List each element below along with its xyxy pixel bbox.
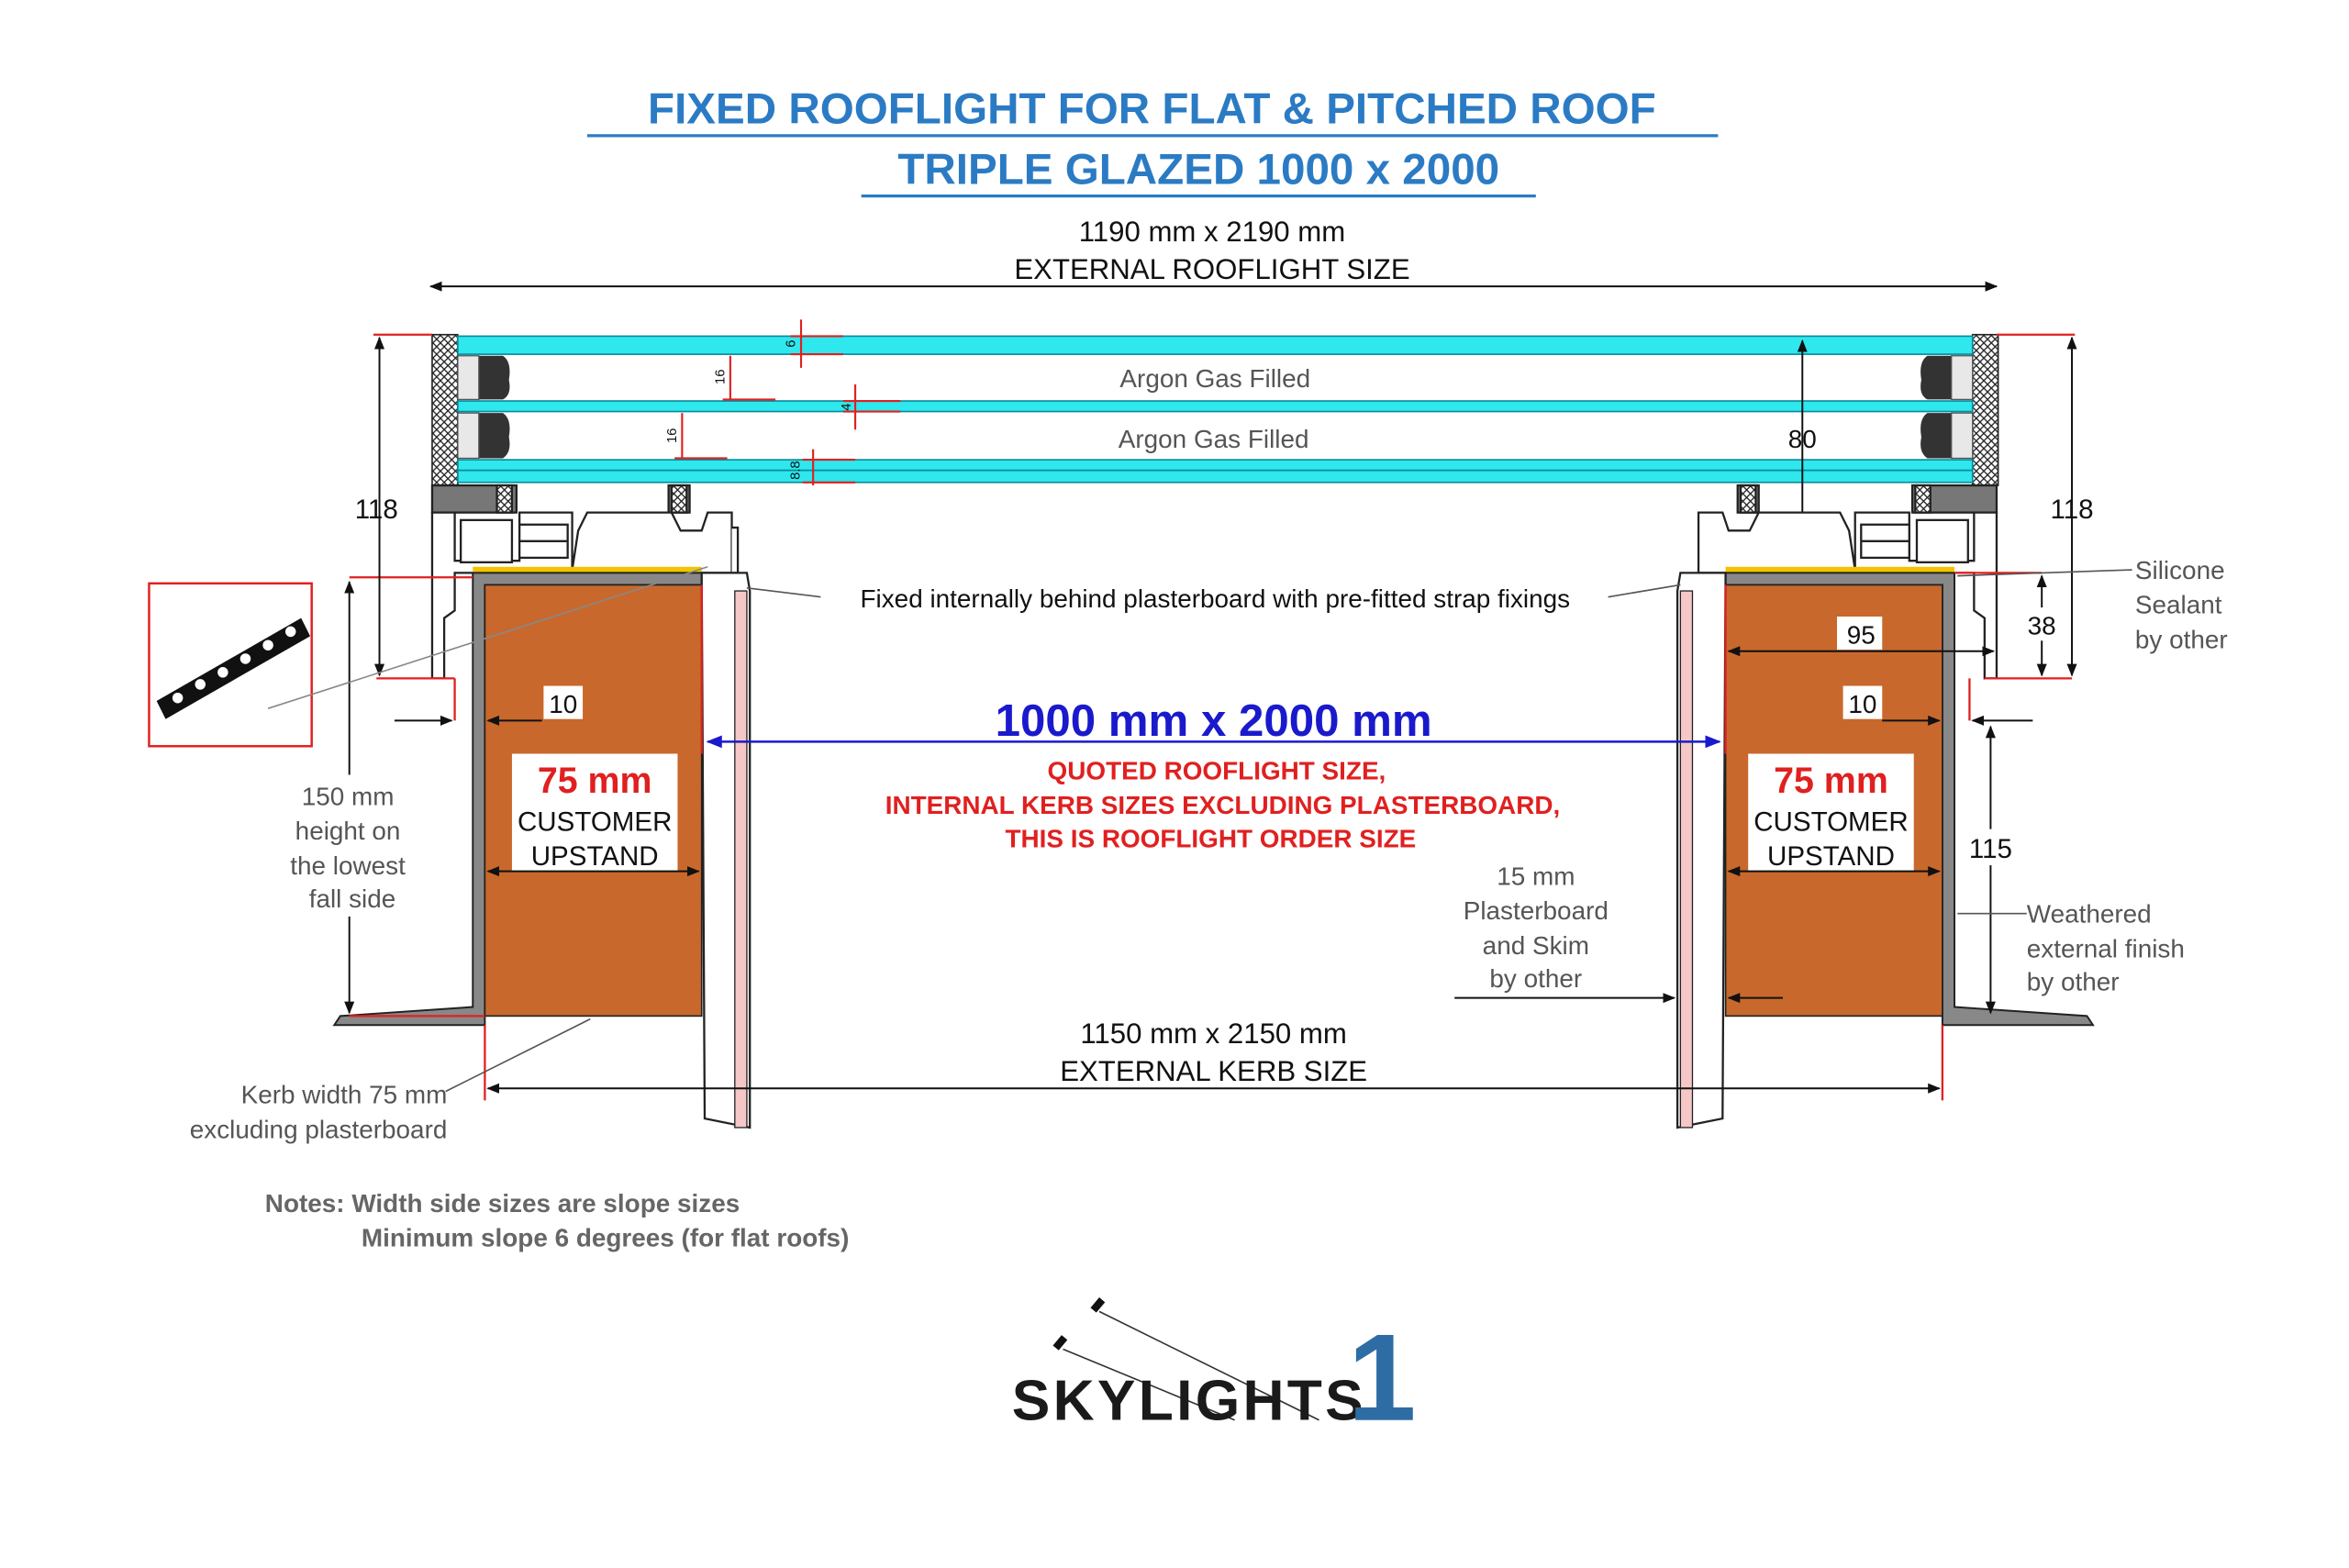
silicone-line-3: by other: [2134, 625, 2228, 654]
desiccant-left-lower: [458, 413, 479, 458]
fixing-leader-right: [1609, 584, 1681, 596]
weathered-line-2: external finish: [2026, 934, 2185, 963]
sealant-height-value: 38: [2027, 611, 2056, 640]
fixing-callout: Fixed internally behind plasterboard with pre-fitted strap fixings: [860, 584, 1571, 614]
title-line-1: FIXED ROOFLIGHT FOR FLAT & PITCHED ROOF: [648, 84, 1656, 134]
pane-top-dimension: 6: [784, 339, 799, 348]
external-kerb-label: EXTERNAL KERB SIZE: [1060, 1055, 1368, 1088]
height-note-line-2: height on: [295, 817, 401, 846]
external-rooflight-label: EXTERNAL ROOFLIGHT SIZE: [1014, 252, 1410, 285]
glass-pane-top: [458, 336, 1973, 354]
spacer-bar-left-upper: [479, 356, 510, 400]
kerb-width-leader: [446, 1019, 591, 1092]
external-rooflight-value: 1190 mm x 2190 mm: [1078, 215, 1346, 248]
cavity-1-dimension: 16: [713, 369, 729, 384]
height-note-line-4: fall side: [308, 884, 396, 914]
quoted-size-value: 1000 mm x 2000 mm: [995, 695, 1432, 746]
argon-label-lower: Argon Gas Filled: [1118, 424, 1309, 453]
kerb-width-line-2: excluding plasterboard: [189, 1115, 448, 1144]
quoted-line-1: QUOTED ROOFLIGHT SIZE,: [1047, 756, 1386, 785]
external-kerb-value: 1150 mm x 2150 mm: [1080, 1017, 1347, 1050]
left-frame-seal: [432, 335, 458, 485]
desiccant-left-upper: [458, 356, 479, 400]
right-frame-height-value: 118: [2050, 495, 2094, 526]
right-frame-seal: [1973, 335, 1998, 485]
spacer-bar-right-lower: [1920, 413, 1952, 458]
logo-tick-2: [1052, 1335, 1067, 1351]
height-note-line-1: 150 mm: [301, 782, 395, 811]
skylights-logo: [1012, 1297, 1417, 1447]
right-plaster-skim: [1680, 591, 1692, 1128]
logo-tick-1: [1091, 1297, 1106, 1313]
right-upstand-value: 75 mm: [1774, 761, 1888, 802]
logo-wordmark: SKYLIGHTS: [1011, 1369, 1367, 1433]
argon-label-upper: Argon Gas Filled: [1119, 364, 1311, 394]
plasterboard-line-4: by other: [1489, 964, 1583, 994]
right-return-value: 10: [1848, 690, 1877, 719]
height-note-line-3: the lowest: [290, 851, 406, 880]
desiccant-right-lower: [1952, 413, 1973, 458]
left-frame-height-value: 118: [354, 495, 398, 526]
upstand-height-value: 115: [1968, 833, 2012, 864]
silicone-line-1: Silicone: [2134, 555, 2225, 584]
desiccant-right-upper: [1952, 356, 1973, 400]
glass-pane-middle: [458, 401, 1973, 412]
plasterboard-line-3: and Skim: [1482, 931, 1589, 961]
logo-numeral: 1: [1347, 1307, 1417, 1447]
kerb-overlap-value: 95: [1846, 620, 1876, 650]
pane-mid-dimension: 4: [840, 403, 855, 411]
right-upstand-line-1: CUSTOMER: [1753, 806, 1909, 838]
silicone-line-2: Sealant: [2134, 590, 2222, 619]
title-line-2: TRIPLE GLAZED 1000 x 2000: [897, 145, 1500, 195]
weathered-line-1: Weathered: [2026, 899, 2152, 929]
quoted-line-2: INTERNAL KERB SIZES EXCLUDING PLASTERBOARD,: [885, 791, 1561, 820]
notes-line-1: Notes: Width side sizes are slope sizes: [264, 1188, 740, 1218]
notes-line-2: Minimum slope 6 degrees (for flat roofs): [361, 1223, 850, 1252]
left-upstand-value: 75 mm: [537, 761, 652, 802]
unit-thickness-value: 80: [1787, 424, 1817, 453]
left-plaster-skim: [735, 591, 747, 1128]
quoted-line-3: THIS IS ROOFLIGHT ORDER SIZE: [1005, 824, 1417, 853]
pane-bottom-dimension: 8.8: [788, 461, 804, 480]
left-return-value: 10: [549, 690, 578, 719]
plasterboard-line-1: 15 mm: [1497, 862, 1575, 891]
weathered-line-3: by other: [2026, 967, 2120, 996]
right-upstand-line-2: UPSTAND: [1766, 841, 1895, 873]
fixing-leader-left: [747, 588, 820, 597]
cavity-2-dimension: 16: [664, 428, 680, 444]
spacer-bar-left-lower: [479, 413, 510, 458]
left-upstand-line-2: UPSTAND: [530, 841, 659, 873]
spacer-bar-right-upper: [1920, 356, 1952, 400]
plasterboard-line-2: Plasterboard: [1463, 896, 1609, 926]
left-upstand-line-1: CUSTOMER: [517, 806, 673, 838]
kerb-width-line-1: Kerb width 75 mm: [240, 1080, 448, 1109]
